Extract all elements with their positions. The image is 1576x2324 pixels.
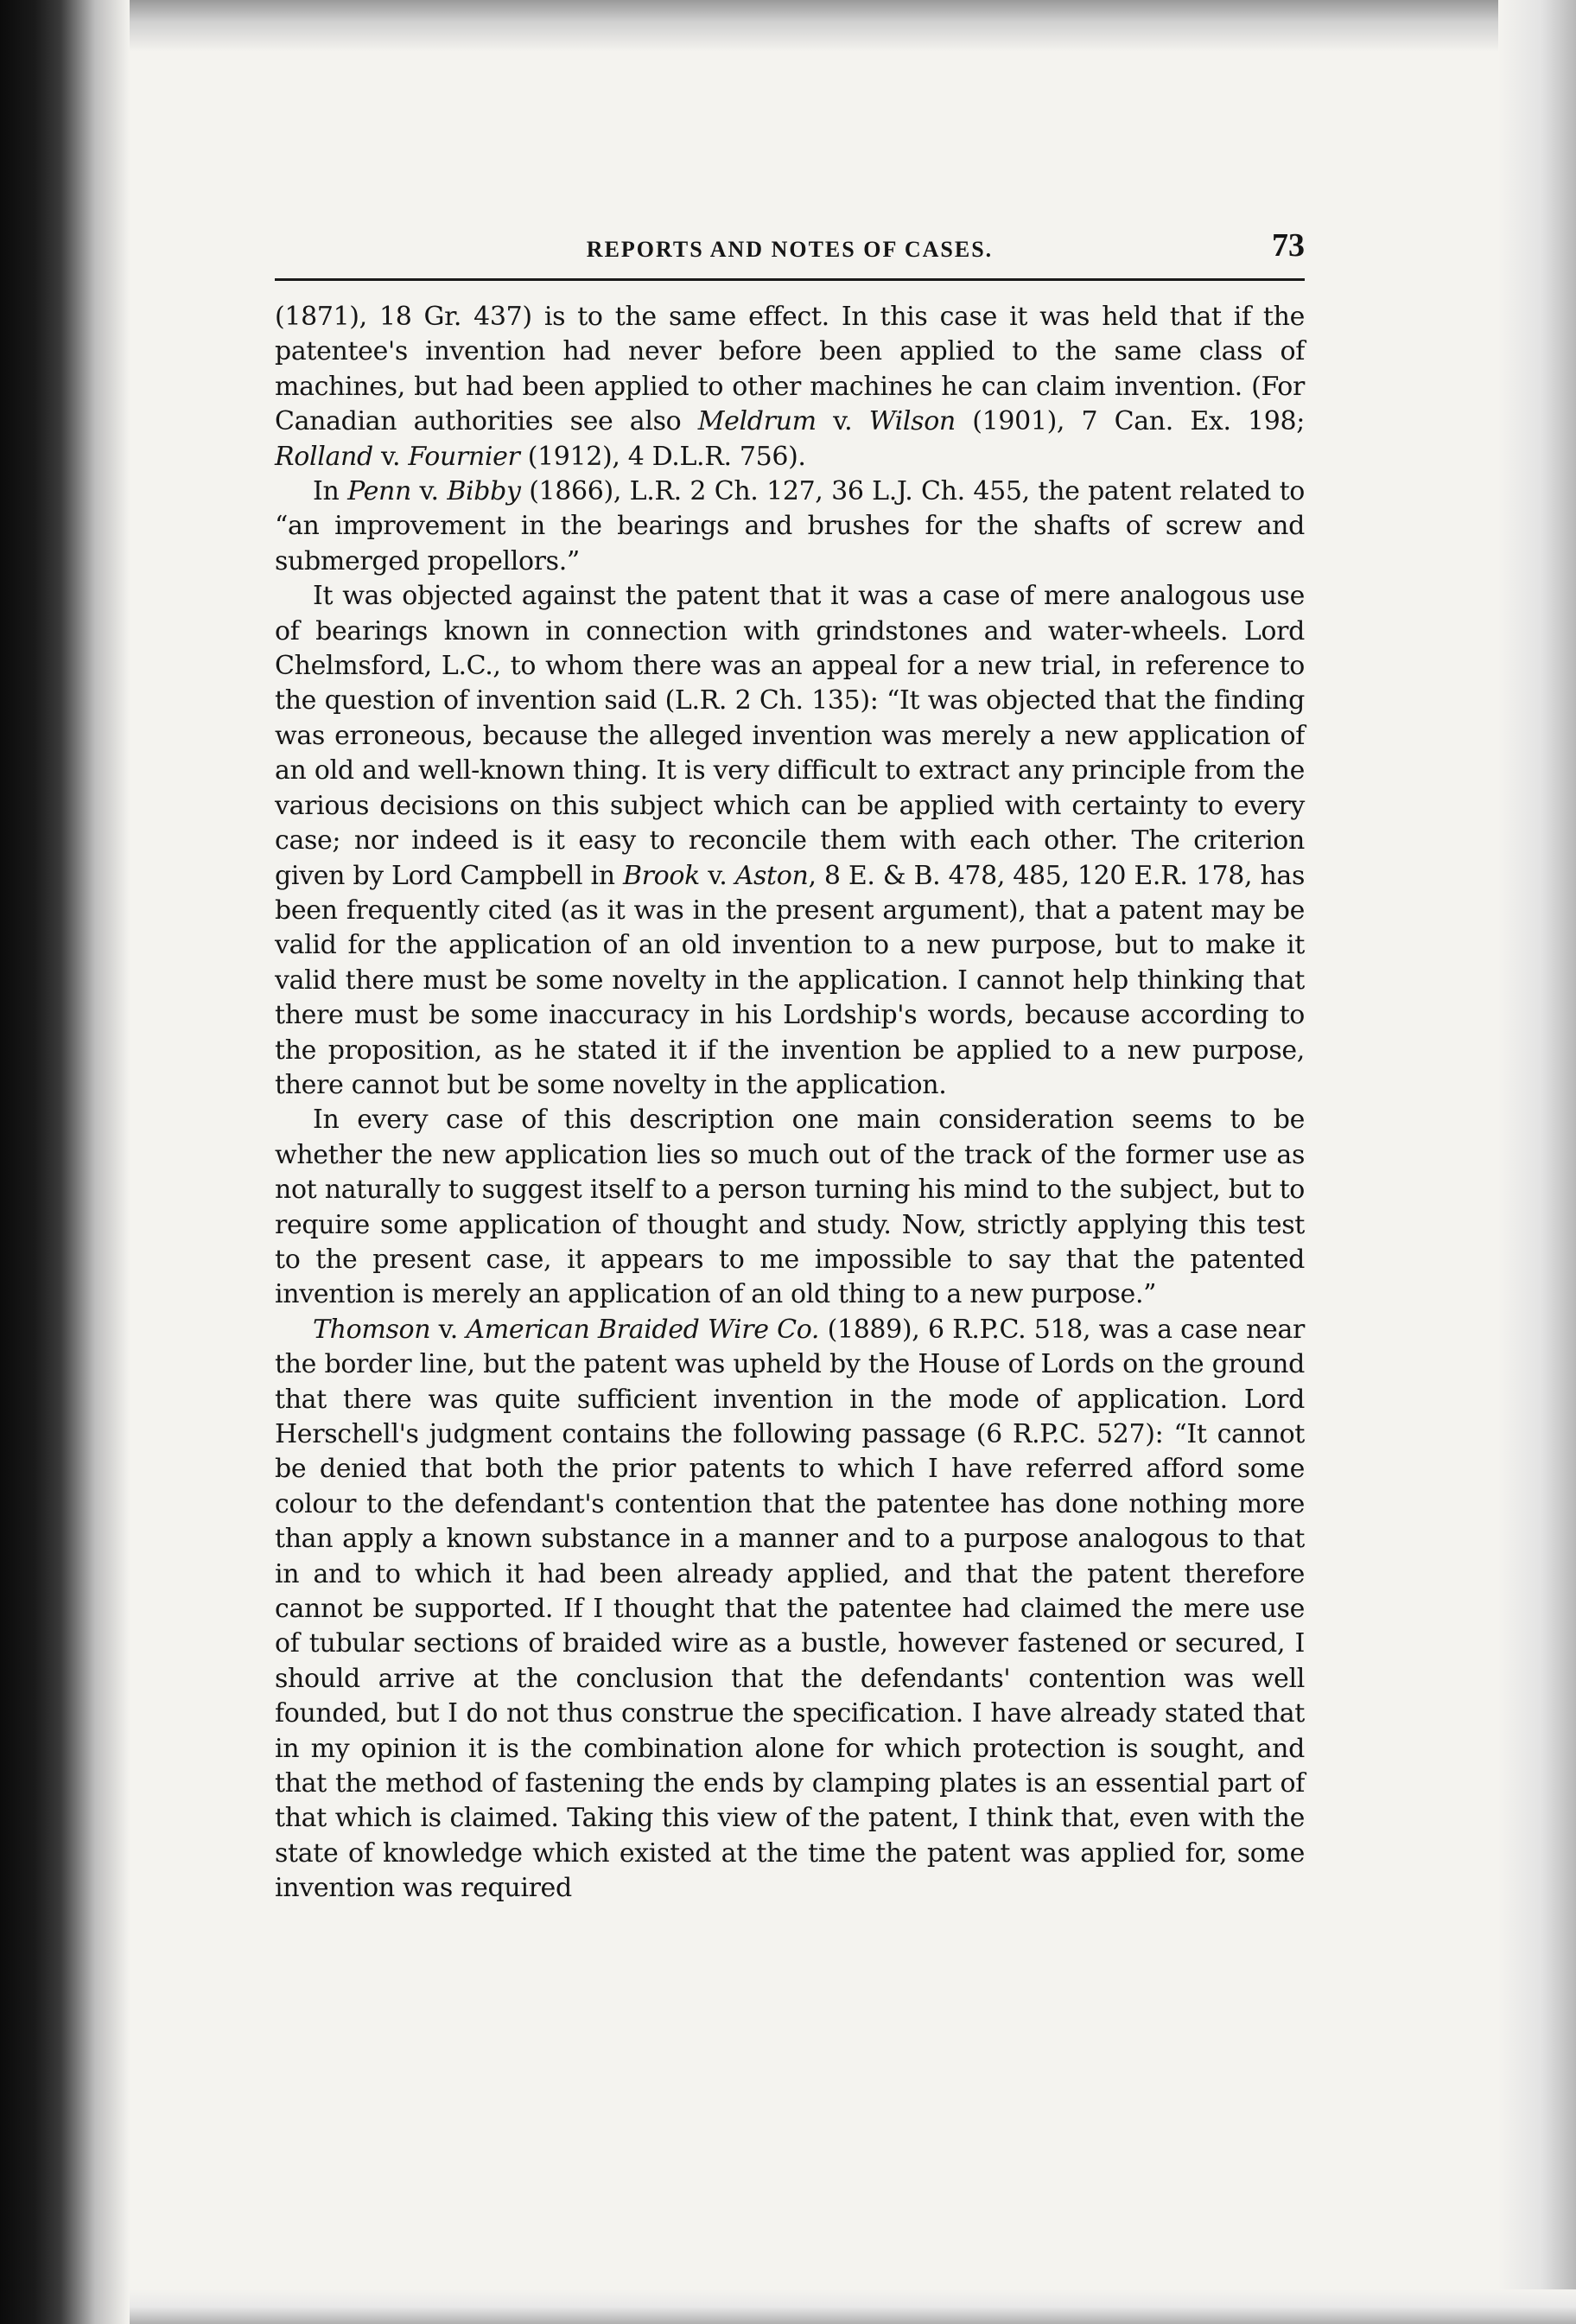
text-run: In bbox=[313, 476, 348, 507]
paragraph bbox=[275, 474, 1305, 579]
case-name: Thomson bbox=[313, 1314, 431, 1345]
text-run: v. bbox=[699, 860, 735, 891]
running-title: REPORTS AND NOTES OF CASES. bbox=[586, 237, 994, 262]
case-name: Meldrum bbox=[697, 406, 817, 437]
case-name: Penn bbox=[347, 476, 411, 507]
paragraph bbox=[275, 300, 1305, 474]
text-run: (1866), L.R. 2 Ch. 127, 36 L.J. Ch. 455, the patent related to “an improvement in the bearings and brushes for the shafts of screw and submerged propellors.” bbox=[275, 476, 1305, 576]
scan-shadow-bottom bbox=[130, 2289, 1576, 2324]
case-name: Brook bbox=[622, 860, 700, 891]
case-name: Wilson bbox=[868, 406, 956, 437]
paragraph bbox=[275, 1103, 1305, 1312]
text-run: , 8 E. & B. 478, 485, 120 E.R. 178, has been frequently cited (as it was in the present argument), that a patent may be valid for the application of an old invention to a new purpose, but to make it valid there must be some novelty in the application. I cannot help thinking that there must be some inaccuracy in his Lordship's words, because according to the proposition, as he stated it if the invention be applied to a new purpose, there cannot but be some novelty in the application. bbox=[275, 860, 1305, 1100]
running-head bbox=[275, 226, 1305, 278]
book-page bbox=[275, 226, 1305, 1907]
scan-shadow-right bbox=[1498, 0, 1576, 2324]
scan-shadow-left bbox=[0, 0, 130, 2324]
body-text bbox=[275, 300, 1305, 1907]
text-run: (1871), 18 Gr. 437) is to the same effect. In this case it was held that if the patentee's invention had never before been applied to the same class of machines, but had been applied to other machines he can claim invention. (For Canadian authorities see also bbox=[275, 302, 1305, 437]
text-run: v. bbox=[816, 406, 869, 437]
text-run: v. bbox=[430, 1314, 467, 1345]
page-number: 73 bbox=[1272, 227, 1305, 264]
text-run: v. bbox=[372, 441, 409, 472]
scan-shadow-top bbox=[130, 0, 1576, 52]
case-name: Bibby bbox=[447, 476, 521, 507]
header-rule bbox=[275, 278, 1305, 281]
case-name: Aston bbox=[734, 860, 809, 891]
case-name: American Braided Wire Co. bbox=[466, 1314, 820, 1345]
text-run: In every case of this description one main consideration seems to be whether the new application lies so much out of the track of the former use as not naturally to suggest itself to a person turning his mind to the subject, but to require some application of thought and study. Now, strictly applying this test to the present case, it appears to me impossible to say that the patented invention is merely an application of an old thing to a new purpose.” bbox=[275, 1105, 1305, 1310]
text-run: (1901), 7 Can. Ex. 198; bbox=[955, 406, 1305, 437]
paragraph bbox=[275, 579, 1305, 1103]
text-run: (1889), 6 R.P.C. 518, was a case near the border line, but the patent was upheld by the House of Lords on the ground that there was quite sufficient invention in the mode of application. Lord Herschell's judgment contains the following passage (6 R.P.C. 527): “It cannot be denied that both the prior patents to which I have referred afford some colour to the defendant's contention that the patentee has done nothing more than apply a known substance in a manner and to a purpose analogous to that in and to which it had been already applied, and that the patent therefore cannot be supported. If I thought that the patentee had claimed the mere use of tubular sections of braided wire as a bustle, however fastened or secured, I should arrive at the conclusion that the defendants' contention was well founded, but I do not thus construe the specification. I have already stated that in my opinion it is the combination alone for which protection is sought, and that the method of fastening the ends by clamping plates is an essential part of that which is claimed. Taking this view of the patent, I think that, even with the state of knowledge which existed at the time the patent was applied for, some invention was required bbox=[275, 1314, 1305, 1904]
case-name: Fournier bbox=[408, 441, 520, 472]
text-run: (1912), 4 D.L.R. 756). bbox=[519, 441, 806, 472]
paragraph bbox=[275, 1313, 1305, 1907]
text-run: It was objected against the patent that it was a case of mere analogous use of bearings known in connection with grindstones and water-wheels. Lord Chelmsford, L.C., to whom there was an appeal for a new trial, in reference to the question of invention said (L.R. 2 Ch. 135): “It was objected that the finding was erroneous, because the alleged invention was merely a new application of an old and well-known thing. It is very difficult to extract any principle from the various decisions on this subject which can be applied with certainty to every case; nor indeed is it easy to reconcile them with each other. The criterion given by Lord Campbell in bbox=[275, 581, 1305, 891]
text-run: v. bbox=[410, 476, 448, 507]
case-name: Rolland bbox=[275, 441, 373, 472]
